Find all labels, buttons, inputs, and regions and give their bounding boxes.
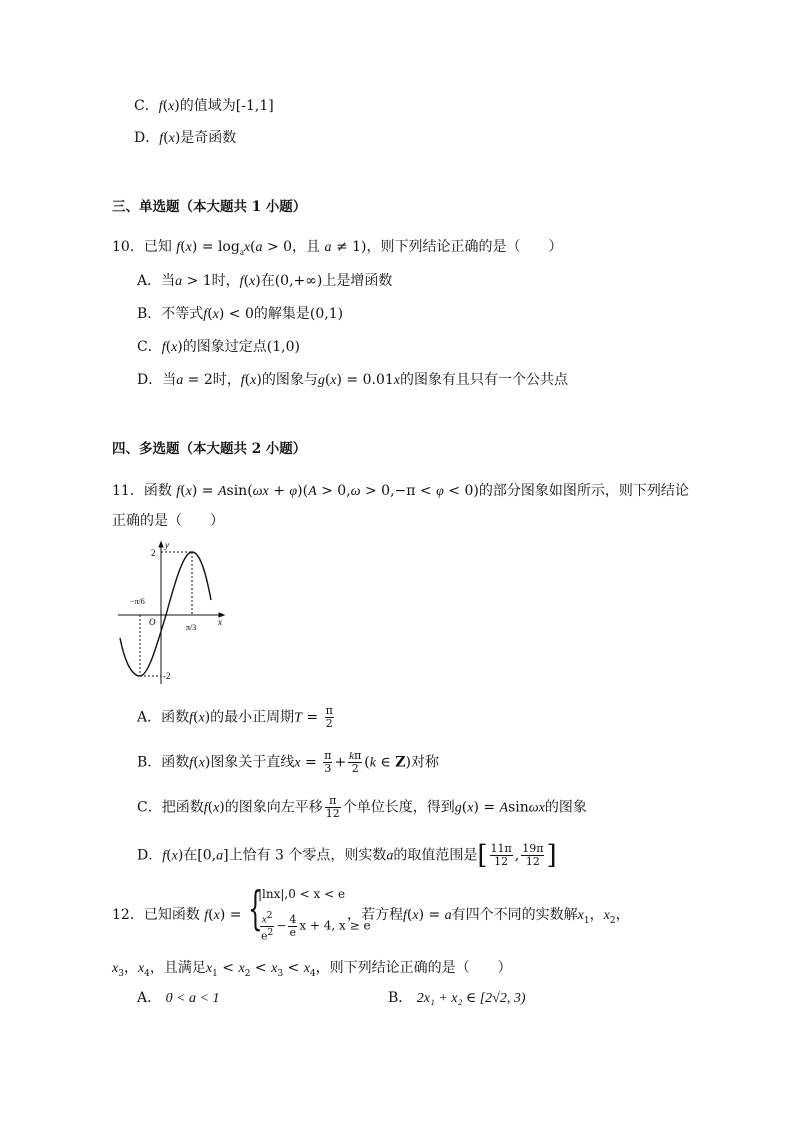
q10-option-a: A．当a > 1时，f(x)在(0,+∞)上是增函数	[137, 273, 393, 289]
section-3-heading: 三、单选题（本大题共 1 小题）	[112, 199, 307, 215]
graph-origin-label: O	[149, 617, 156, 627]
q11-option-b: B．函数f(x)图象关于直线x = $\frac{\pi}{3}$ + $\frac{k\pi}{2}$ (k ∈ Z)对称	[137, 749, 439, 775]
q11-option-a: A．函数f(x)的最小正周期T = $\frac{\pi}{2}$	[137, 704, 333, 730]
graph-xpos-label: π/3	[186, 623, 197, 632]
section-4-heading: 四、多选题（本大题共 2 小题）	[112, 441, 307, 457]
graph-x-label: x	[218, 617, 222, 627]
q12-piece-1: |lnx|,0 < x < e	[258, 887, 346, 901]
q12-option-a: A． 0 < a < 1	[137, 990, 220, 1006]
q10-option-b: B．不等式f(x) < 0的解集是(0,1)	[137, 306, 344, 322]
graph-xneg-label: −π/6	[130, 597, 145, 606]
q9-option-c: C．f(x)的值域为[-1,1]	[134, 98, 274, 114]
q11-option-d: D．f(x)在[0,a]上恰有 3 个零点，则实数a的取值范围是[ $\frac{11\pi}{12}$ , $\frac{19\pi}{12}$ ]	[137, 840, 557, 871]
q12-option-b: B． 2x₁ + x₂ ∈ [2√2, 3)	[388, 990, 526, 1006]
sine-curve	[120, 552, 211, 676]
q9-option-d: D．f(x)是奇函数	[134, 130, 237, 146]
q10-option-d: D．当a = 2时，f(x)的图象与g(x) = 0.01x的图象有且只有一个公共点	[137, 372, 568, 388]
graph-ymin-label: -2	[163, 671, 171, 681]
graph-y-label: y	[165, 540, 169, 550]
q10-option-c: C．f(x)的图象过定点(1,0)	[137, 339, 300, 355]
q10-stem: 10．已知 $f(x) = \log_ax(a > 0$，且 a ≠ 1)，则下列结论正确的是（ ）	[112, 239, 563, 257]
graph-ymax-label: 2	[151, 548, 156, 558]
q11-sine-graph	[112, 538, 230, 688]
q12-stem-line2: $x_3$，$x_4$，且满足$x_1 < x_2 < x_3 < x_4$，则下列结论正确的是（ ）	[112, 960, 512, 979]
q11-option-c: C．把函数f(x)的图象向左平移 $\frac{\pi}{12}$ 个单位长度，得到g(x) = Asinωx的图象	[137, 794, 587, 820]
q12-stem-cont: ，若方程f(x) = a有四个不同的实数解$x_1$，$x_2$，	[347, 907, 630, 926]
y-axis-arrow-icon	[159, 542, 163, 547]
q11-stem-cont: 正确的是（ ）	[112, 513, 224, 529]
piecewise-brace: {	[248, 881, 263, 935]
q12-stem: 12．已知函数 f(x) =	[112, 907, 242, 923]
q12-piece-2: $\frac{x^2}{e^2}$ − $\frac{4}{e}$ x + 4, x ≥ e	[261, 911, 371, 943]
q11-stem: 11．函数 f(x) = Asin(ωx + φ)(A > 0,ω > 0,−π < φ < 0)的部分图象如图所示，则下列结论	[112, 483, 689, 499]
